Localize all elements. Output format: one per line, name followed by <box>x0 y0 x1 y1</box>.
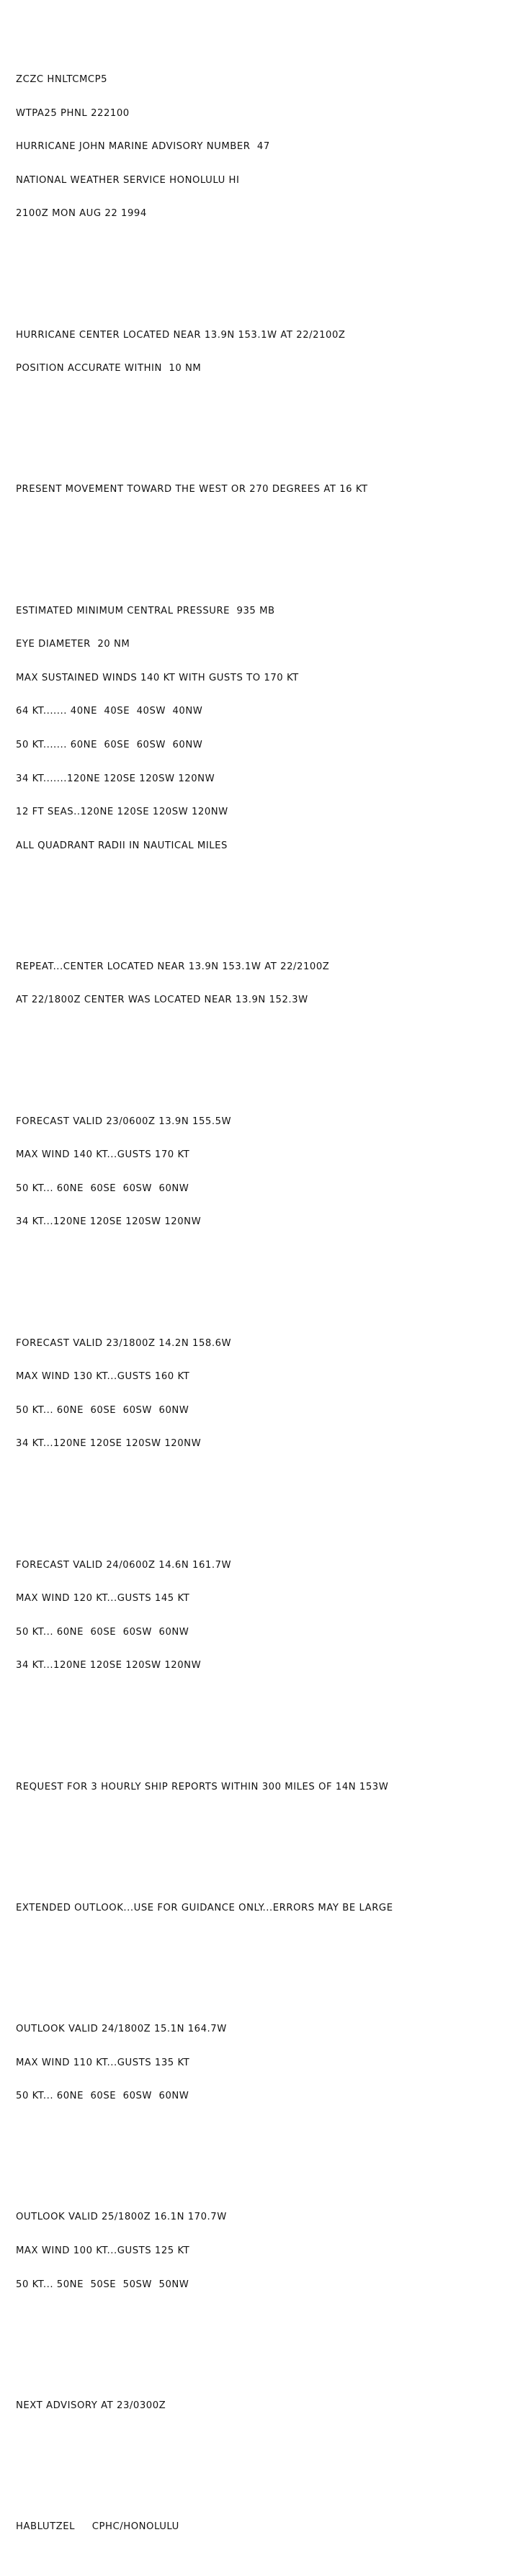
bulletin-id: ZCZC HNLTCMCP5 <box>16 74 108 85</box>
center-location: HURRICANE CENTER LOCATED NEAR 13.9N 153.1W AT 22/2100Z <box>16 329 346 341</box>
forecaster-signature: HABLUTZEL CPHC/HONOLULU <box>16 2521 179 2532</box>
spacer <box>16 2146 506 2158</box>
spacer <box>16 1050 506 1062</box>
forecast-max-wind: MAX WIND 130 KT...GUSTS 160 KT <box>16 1371 190 1383</box>
spacer <box>16 1494 506 1506</box>
spacer <box>16 1957 506 1970</box>
issue-time: 2100Z MON AUG 22 1994 <box>16 208 147 220</box>
radii-50kt: 50 KT....... 60NE 60SE 60SW 60NW <box>16 739 203 750</box>
intensity-block <box>16 584 506 874</box>
forecast-block-3 <box>16 1538 506 1694</box>
spacer <box>16 539 506 552</box>
outlook-radii-50kt: 50 KT... 50NE 50SE 50SW 50NW <box>16 2279 189 2290</box>
radii-64kt: 64 KT....... 40NE 40SE 40SW 40NW <box>16 706 203 717</box>
central-pressure: ESTIMATED MINIMUM CENTRAL PRESSURE 935 MB <box>16 605 275 616</box>
signature-block <box>16 2500 506 2555</box>
request-block <box>16 1760 506 1816</box>
forecast-valid: FORECAST VALID 24/0600Z 14.6N 161.7W <box>16 1559 232 1571</box>
spacer <box>16 1715 506 1728</box>
forecast-radii-50kt: 50 KT... 60NE 60SE 60SW 60NW <box>16 1626 189 1638</box>
previous-center: AT 22/1800Z CENTER WAS LOCATED NEAR 13.9N 152.3W <box>16 995 308 1006</box>
extended-outlook-note: EXTENDED OUTLOOK...USE FOR GUIDANCE ONLY...ERRORS MAY BE LARGE <box>16 1902 393 1913</box>
spacer <box>16 2334 506 2346</box>
max-sustained-winds: MAX SUSTAINED WINDS 140 KT WITH GUSTS TO 170 KT <box>16 672 299 683</box>
outlook-valid: OUTLOOK VALID 25/1800Z 16.1N 170.7W <box>16 2212 227 2223</box>
ship-report-request: REQUEST FOR 3 HOURLY SHIP REPORTS WITHIN 300 MILES OF 14N 153W <box>16 1781 389 1792</box>
spacer <box>16 264 506 276</box>
radii-34kt: 34 KT.......120NE 120SE 120SW 120NW <box>16 773 215 784</box>
outlook-block-1 <box>16 2002 506 2124</box>
outlook-block-2 <box>16 2190 506 2312</box>
radii-note: ALL QUADRANT RADII IN NAUTICAL MILES <box>16 840 228 851</box>
outlook-max-wind: MAX WIND 100 KT...GUSTS 125 KT <box>16 2245 190 2256</box>
repeat-center: REPEAT...CENTER LOCATED NEAR 13.9N 153.1W AT 22/2100Z <box>16 961 330 972</box>
spacer <box>16 1272 506 1284</box>
present-movement: PRESENT MOVEMENT TOWARD THE WEST OR 270 DEGREES AT 16 KT <box>16 484 368 495</box>
next-advisory-block <box>16 2379 506 2434</box>
outlook-radii-50kt: 50 KT... 60NE 60SE 60SW 60NW <box>16 2091 189 2102</box>
outlook-valid: OUTLOOK VALID 24/1800Z 15.1N 164.7W <box>16 2023 227 2034</box>
forecast-valid: FORECAST VALID 23/0600Z 13.9N 155.5W <box>16 1116 232 1127</box>
issuing-office: NATIONAL WEATHER SERVICE HONOLULU HI <box>16 174 240 186</box>
forecast-max-wind: MAX WIND 140 KT...GUSTS 170 KT <box>16 1149 190 1161</box>
forecast-radii-34kt: 34 KT...120NE 120SE 120SW 120NW <box>16 1216 202 1228</box>
spacer <box>16 1836 506 1849</box>
forecast-radii-50kt: 50 KT... 60NE 60SE 60SW 60NW <box>16 1182 189 1194</box>
forecast-block-2 <box>16 1316 506 1472</box>
advisory-document <box>16 20 506 2576</box>
spacer <box>16 2455 506 2467</box>
position-accuracy: POSITION ACCURATE WITHIN 10 NM <box>16 363 202 374</box>
forecast-block-1 <box>16 1095 506 1250</box>
spacer <box>16 418 506 431</box>
outlook-max-wind: MAX WIND 110 KT...GUSTS 135 KT <box>16 2057 190 2068</box>
center-block <box>16 308 506 397</box>
forecast-radii-34kt: 34 KT...120NE 120SE 120SW 120NW <box>16 1660 202 1671</box>
forecast-radii-50kt: 50 KT... 60NE 60SE 60SW 60NW <box>16 1404 189 1416</box>
spacer <box>16 895 506 907</box>
forecast-valid: FORECAST VALID 23/1800Z 14.2N 158.6W <box>16 1337 232 1349</box>
movement-block <box>16 462 506 518</box>
eye-diameter: EYE DIAMETER 20 NM <box>16 639 130 650</box>
forecast-radii-34kt: 34 KT...120NE 120SE 120SW 120NW <box>16 1438 202 1450</box>
next-advisory: NEXT ADVISORY AT 23/0300Z <box>16 2400 166 2411</box>
forecast-max-wind: MAX WIND 120 KT...GUSTS 145 KT <box>16 1593 190 1605</box>
wmo-header: WTPA25 PHNL 222100 <box>16 107 130 119</box>
radii-12ft-seas: 12 FT SEAS..120NE 120SE 120SW 120NW <box>16 807 228 818</box>
extended-block <box>16 1881 506 1937</box>
repeat-block <box>16 940 506 1028</box>
advisory-title: HURRICANE JOHN MARINE ADVISORY NUMBER 47 <box>16 141 270 153</box>
header-block <box>16 53 506 242</box>
